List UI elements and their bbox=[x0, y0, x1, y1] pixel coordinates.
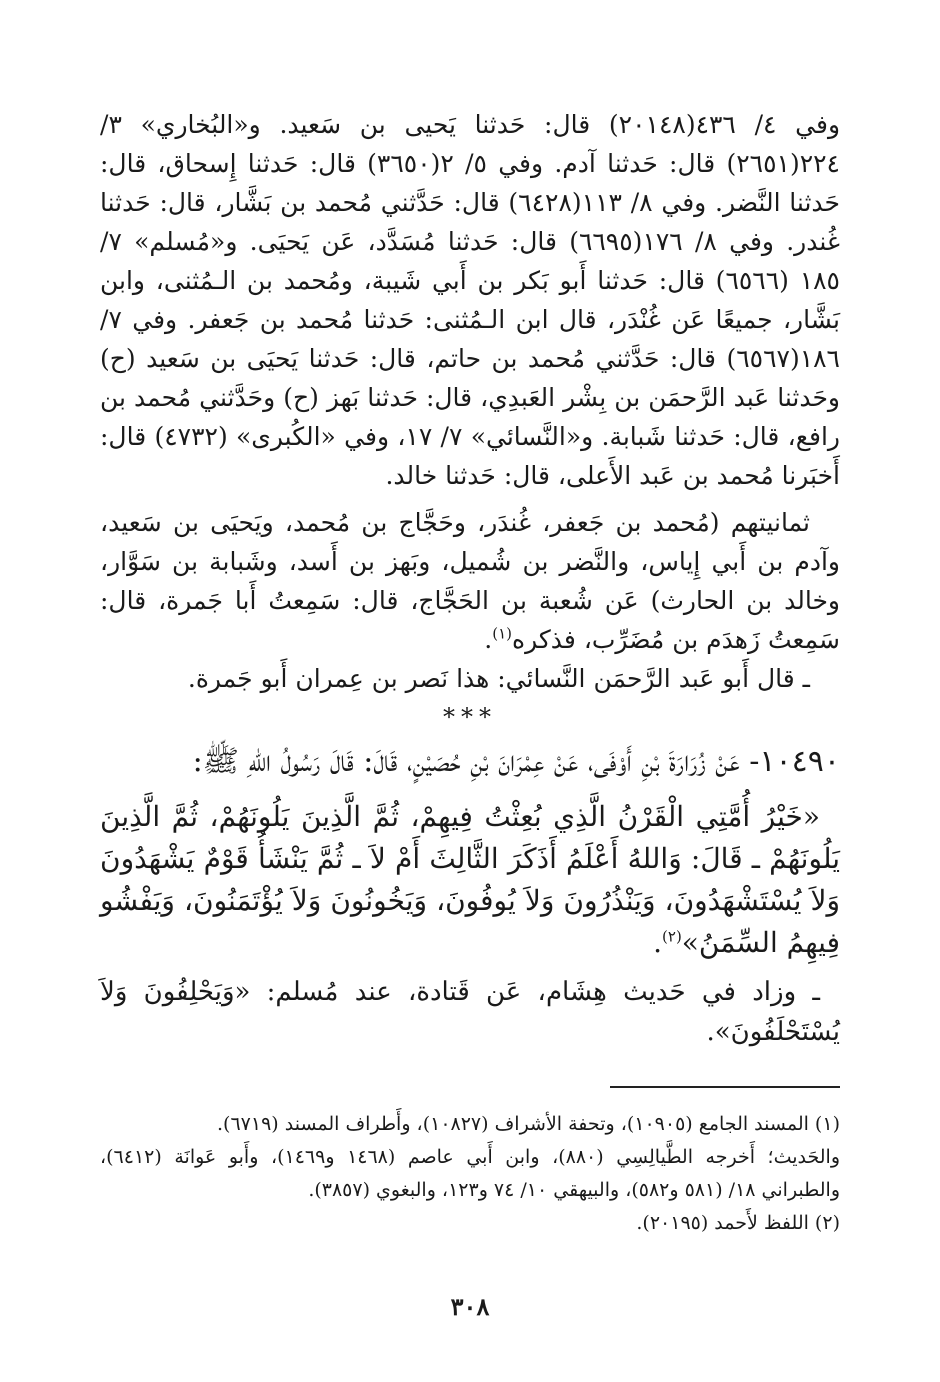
hadith-heading: ١٠٤٩٠- عَنْ زُرَارَةَ بْنِ أَوْفَى، عَنْ عِمْرَانَ بْنِ حُصَيْنٍ، قَالَ: قَالَ رَسُولُ اللهِ ﷺ: bbox=[192, 744, 840, 779]
main-text bbox=[100, 105, 840, 1052]
footnotes bbox=[100, 1108, 840, 1240]
section-separator: *** bbox=[443, 703, 497, 731]
paragraph-nasai-note: ـ قال أَبو عَبد الرَّحمَن النَّسائي: هذا نَصر بن عِمران أَبو جَمرة. bbox=[187, 664, 810, 693]
hadith-body: «خَيْرُ أُمَّتِي الْقَرْنُ الَّذِي بُعِثْتُ فِيهِمْ، ثُمَّ الَّذِينَ يَلُونَهُمْ، ثُمَّ الَّذِينَ يَلُونَهُمْ ـ قَالَ: وَاللهُ أَعْلَمُ أَذَكَرَ الثَّالِثَ أَمْ لاَ ـ ثُمَّ يَنْشَأُ قَوْمٌ يَشْهَدُونَ وَلاَ يُسْتَشْهَدُونَ، وَيَنْذُرُونَ وَلاَ يُوفُونَ، وَيَخُونُونَ وَلاَ يُؤْتَمَنُونَ، وَيَفْشُو فِيهِمُ السِّمَنُ» bbox=[100, 800, 841, 959]
footnote-1: (١) المسند الجامع (١٠٩٠٥)، وتحفة الأشراف (١٠٨٢٧)، وأَطراف المسند (٦٧١٩). bbox=[217, 1113, 840, 1135]
paragraph-chain-summary bbox=[100, 503, 840, 659]
paragraph-takhrij: وفي ٤/ ٤٣٦(٢٠١٤٨) قال: حَدثنا يَحيى بن سَعيد. و«البُخاري» ٣/ ٢٢٤(٢٦٥١) قال: حَدثنا آدم. وفي ٥/ ٢(٣٦٥٠) قال: حَدثنا إِسحاق، قال: حَدثنا النَّضر. وفي ٨/ ١١٣(٦٤٢٨) قال: حَدَّثني مُحمد بن بَشَّار، قال: حَدثنا غُندر. وفي ٨/ ١٧٦(٦٦٩٥) قال: حَدثنا مُسَدَّد، عَن يَحيَى. و«مُسلم» ٧/ ١٨٥ (٦٥٦٦) قال: حَدثنا أَبو بَكر بن أَبي شَيبة، ومُحمد بن الـمُثنى، وابن بَشَّار، جميعًا عَن غُنْدَر، قال ابن الـمُثنى: حَدثنا مُحمد بن جَعفر. وفي ٧/ ١٨٦(٦٥٦٧) قال: حَدَّثني مُحمد بن حاتم، قال: حَدثنا يَحيَى بن سَعيد (ح) وحَدثنا عَبد الرَّحمَن بن بِشْر العَبدِي، قال: حَدثنا بَهز (ح) وحَدَّثني مُحمد بن رافع، قال: حَدثنا شَبابة. و«النَّسائي» ٧/ ١٧، وفي «الكُبرى» (٤٧٣٢) قال: أَخبَرنا مُحمد بن عَبد الأَعلى، قال: حَدثنا خالد. bbox=[100, 110, 841, 490]
footnote-2: (٢) اللفظ لأَحمد (٢٠١٩٥). bbox=[636, 1212, 840, 1234]
chain-summary-end: . bbox=[484, 625, 493, 654]
chain-summary-text: ثمانيتهم (مُحمد بن جَعفر، غُندَر، وحَجَّاج بن مُحمد، ويَحيَى بن سَعيد، وآدم بن أَبي إِياس، والنَّضر بن شُميل، وبَهز بن أَسد، وشَبابة بن سَوَّار، وخالد بن الحارث) عَن شُعبة بن الحَجَّاج، قال: سَمِعتُ أَبا جَمرة، قال: سَمِعتُ زَهدَم بن مُضَرِّب، فذكره bbox=[100, 508, 840, 654]
footnote-divider bbox=[610, 1086, 840, 1088]
footnote-ref-2[interactable]: (٢) bbox=[662, 927, 682, 946]
page-number: ٣٠٨ bbox=[450, 1292, 490, 1321]
hadith-text bbox=[100, 796, 840, 964]
paragraph-addition: ـ وزاد في حَديث هِشَام، عَن قَتادة، عند مُسلم: «وَيَحْلِفُونَ وَلاَ يُسْتَحْلَفُونَ». bbox=[100, 977, 840, 1047]
footnote-ref-1[interactable]: (١) bbox=[492, 624, 513, 643]
hadith-end: . bbox=[653, 926, 663, 959]
footnote-1-continued: والحَديث؛ أَخرجه الطَّيالِسِي (٨٨٠)، وابن أَبي عاصم (١٤٦٨ و١٤٦٩)، وأَبو عَوانَة (٦٤١٢)، والطبراني ١٨/ (٥٨١ و٥٨٢)، والبيهقي ١٠/ ٧٤ و١٢٣، والبغوي (٣٨٥٧). bbox=[100, 1146, 841, 1201]
